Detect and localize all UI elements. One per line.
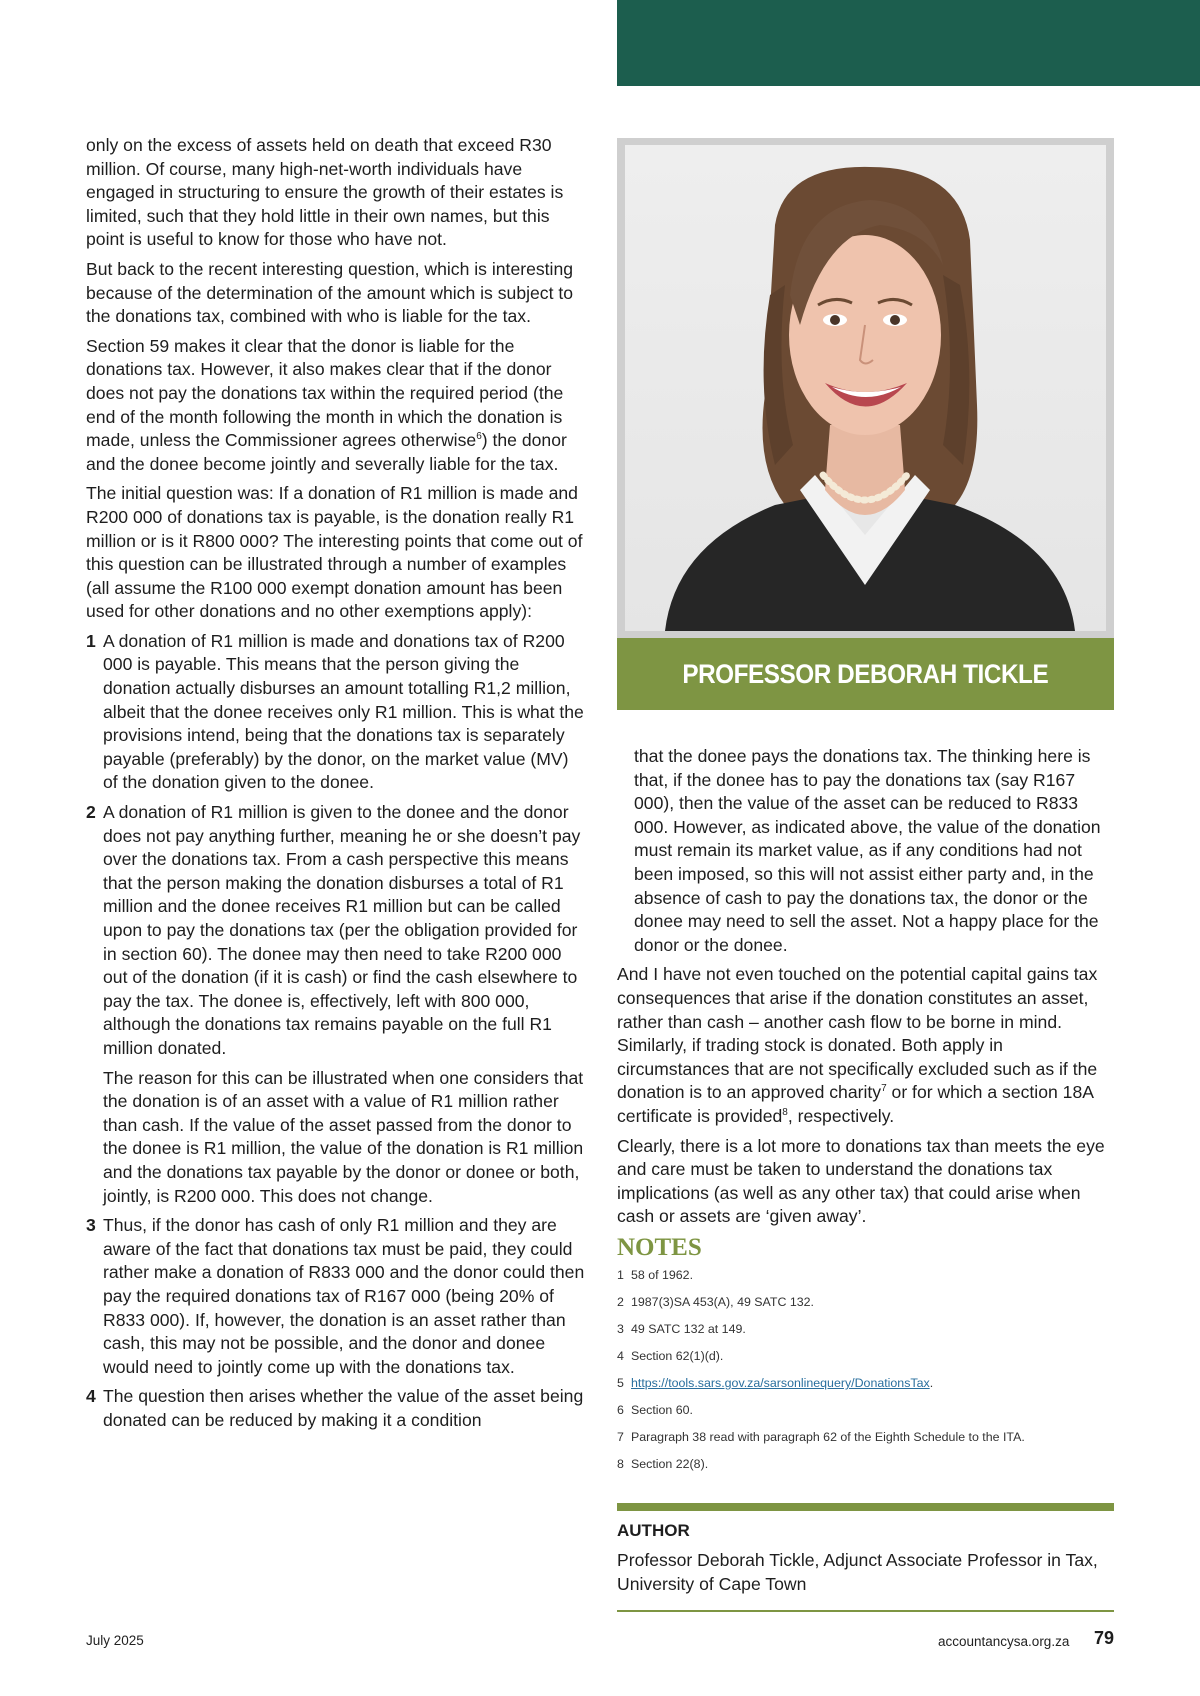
note-text: 49 SATC 132 at 149.	[631, 1322, 746, 1336]
photo-caption-bar	[617, 638, 1114, 710]
notes-heading: NOTES	[617, 1234, 702, 1261]
author-divider	[617, 1503, 1114, 1511]
right-column	[617, 745, 1117, 1235]
note-item	[617, 1322, 1117, 1349]
note-text: Section 60.	[631, 1403, 693, 1417]
body-text: And I have not even touched on the potential capital gains tax consequences that arise if the donation constitutes an asset, rather than cash – another cash flow to be borne in mind. Similarly, if trading stock is donated. Both apply in circumstances that are not specifically excluded such as if the donation is to an approved charity	[617, 964, 1098, 1103]
note-text: 58 of 1962.	[631, 1268, 694, 1282]
body-paragraph	[617, 963, 1117, 1128]
note-text: Section 22(8).	[631, 1457, 709, 1471]
body-paragraph: Clearly, there is a lot more to donations tax than meets the eye and care must be taken to understand the donations tax implications (as well as any other tax) that could arise when cash or assets are ‘given away’.	[617, 1135, 1105, 1227]
body-text: or for which a section 18A certificate is provided	[617, 1082, 1093, 1126]
item-text: A donation of R1 million is given to the donee and the donor does not pay anything further, meaning he or she doesn’t pay over the donations tax. From a cash perspective this means that the person making the donation disburses a total of R1 million and the donee receives R1 million but can be called upon to pay the donations tax (per the obligation provided for in section 60). The donee may then need to take R200 000 out of the donation (if it is cash) or find the cash elsewhere to pay the tax. The donee is, effectively, left with 800 000, although the donations tax remains payable on the full R1 million donated.	[103, 802, 581, 1058]
note-text-suffix: .	[929, 1376, 934, 1390]
body-text: Section 59 makes it clear that the donor is liable for the donations tax. However, it also makes clear that if the donor does not pay the donations tax within the required period (the end of the month following the month in which the donation is made, unless the Commissioner agrees otherwise	[86, 335, 564, 451]
item-number: 3	[86, 1215, 96, 1236]
note-number: 5	[617, 1376, 624, 1390]
numbered-item	[86, 1214, 586, 1379]
note-item	[617, 1430, 1117, 1457]
author-bottom-divider	[617, 1610, 1114, 1612]
body-paragraph: The initial question was: If a donation of R1 million is made and R200 000 of donations tax is payable, is the donation really R1 million or is it R800 000? The interesting points that come out of this question can be illustrated through a number of examples (all assume the R100 000 exempt donation amount has been used for other donations and no other exemptions apply):	[86, 483, 583, 622]
note-item	[617, 1268, 1117, 1295]
note-number: 3	[617, 1322, 624, 1336]
body-text: ) the donor and the donee become jointly and severally liable for the tax.	[86, 430, 567, 474]
numbered-item	[86, 1385, 586, 1432]
note-link[interactable]: https://tools.sars.gov.za/sarsonlinequery/DonationsTax	[631, 1376, 930, 1390]
body-paragraph	[86, 335, 586, 477]
note-number: 2	[617, 1295, 624, 1309]
note-item	[617, 1295, 1117, 1322]
item-text-continued: The reason for this can be illustrated when one considers that the donation is of an asset with a value of R1 million rather than cash. If the value of the asset passed from the donor to the donee is R1 million, the value of the donation is R1 million and the donations tax payable by the donor or donee or both, jointly, is R200 000. This does not change.	[103, 1067, 584, 1206]
note-number: 6	[617, 1403, 624, 1417]
note-item	[617, 1349, 1117, 1376]
footnote-ref: 8	[782, 1107, 788, 1119]
footnote-ref: 6	[476, 431, 482, 443]
issue-date: July 2025	[86, 1633, 144, 1648]
photo-caption: PROFESSOR DEBORAH TICKLE	[682, 658, 1049, 689]
item-number: 4	[86, 1386, 96, 1407]
note-number: 4	[617, 1349, 624, 1363]
note-number: 7	[617, 1430, 624, 1444]
body-paragraph: But back to the recent interesting question, which is interesting because of the determination of the amount which is subject to the donations tax, combined with who is liable for the tax.	[86, 258, 574, 327]
body-paragraph: only on the excess of assets held on death that exceed R30 million. Of course, many high-net-worth individuals have engaged in structuring to ensure the growth of their estates is limited, such that they hold little in their own names, but this point is useful to know for those who have not.	[86, 135, 564, 250]
note-text: 1987(3)SA 453(A), 49 SATC 132.	[631, 1295, 814, 1309]
numbered-item	[86, 630, 586, 795]
footnote-ref: 7	[881, 1083, 887, 1095]
item-text: The question then arises whether the value of the asset being donated can be reduced by making it a condition	[103, 1386, 584, 1430]
note-text: Paragraph 38 read with paragraph 62 of the Eighth Schedule to the ITA.	[631, 1430, 1025, 1444]
portrait-illustration	[625, 145, 1106, 631]
note-item	[617, 1376, 1117, 1403]
notes-list	[617, 1268, 1117, 1484]
author-portrait-photo	[625, 145, 1106, 631]
item-text: A donation of R1 million is made and donations tax of R200 000 is payable. This means that the person giving the donation actually disburses an amount totalling R1,2 million, albeit that the donee receives only R1 million. This is what the provisions intend, being that the donations tax is separately payable (preferably) by the donor, on the market value (MV) of the donation given to the donee.	[103, 630, 584, 793]
item-text: Thus, if the donor has cash of only R1 million and they are aware of the fact that donations tax must be paid, they could rather make a donation of R833 000 and the donor could then pay the required donations tax of R167 000 (being 20% of R833 000). If, however, the donation is an asset rather than cash, this may not be possible, and the donor and donee would need to jointly come up with the donations tax.	[103, 1215, 585, 1377]
body-text: , respectively.	[787, 1105, 895, 1126]
note-text: Section 62(1)(d).	[631, 1349, 724, 1363]
author-bio: Professor Deborah Tickle, Adjunct Associate Professor in Tax, University of Cape Town	[617, 1550, 1098, 1594]
header-color-band	[617, 0, 1200, 86]
footer-website: accountancysa.org.za	[938, 1634, 1070, 1649]
author-photo-frame	[617, 138, 1114, 638]
numbered-item	[86, 801, 586, 1208]
note-number: 1	[617, 1268, 624, 1282]
item-number: 2	[86, 802, 96, 823]
note-item	[617, 1403, 1117, 1430]
item-continuation: that the donee pays the donations tax. The thinking here is that, if the donee has to pay the donations tax (say R167 000), then the value of the asset can be reduced to R833 000. However, as indicated above, the value of the donation must remain its market value, as if any conditions had not been imposed, so this will not assist either party and, in the absence of cash to pay the donations tax, the donor or the donee may need to sell the asset. Not a happy place for the donor or the donee.	[634, 746, 1101, 955]
author-heading: AUTHOR	[617, 1521, 690, 1540]
note-item	[617, 1457, 1117, 1484]
page-number: 79	[1094, 1628, 1115, 1648]
note-number: 8	[617, 1457, 624, 1471]
item-number: 1	[86, 630, 96, 651]
left-column	[86, 134, 586, 1438]
